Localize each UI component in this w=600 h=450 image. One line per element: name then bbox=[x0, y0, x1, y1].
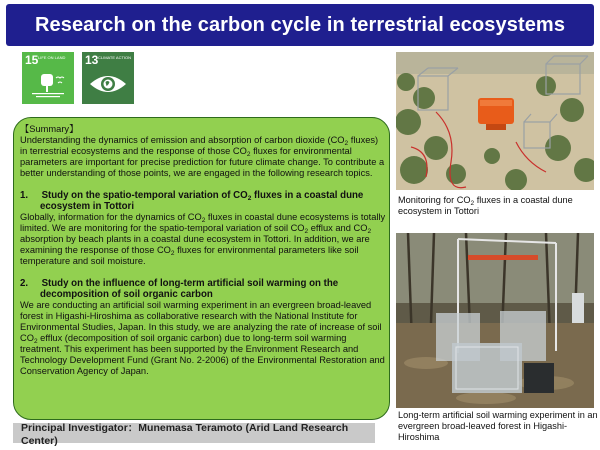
sdg-15-number: 15 bbox=[25, 53, 39, 67]
principal-investigator-text: Principal Investigator：Munemasa Teramoto (Arid Land Research Center) bbox=[21, 421, 349, 447]
eye-globe-icon bbox=[82, 52, 134, 104]
sdg-13-number: 13 bbox=[85, 53, 99, 67]
page-title: Research on the carbon cycle in terrestrial ecosystems bbox=[34, 13, 566, 36]
dune-photo-caption: Monitoring for $CO_2$ fluxes in a coastal dune ecosystem in Tottori bbox=[398, 195, 573, 216]
section-2-title: 2. Study on the influence of long-term artificial soil warming on the decomposition of soil organic carbon bbox=[20, 278, 339, 300]
section-1-body: Globally, information for the dynamics of $CO_2$ fluxes in coastal dune ecosystems is totally limited. We are monitoring for the spatio-temporal variation of soil $CO_2$ efflux and $CO_2$ absorption by beach plants in a coastal dune ecosystem in Tottori. In addition, we are examining the response of those $CO_2$ fluxes for environmental parameters like soil temperature and soil moisture. bbox=[20, 212, 386, 266]
sdg-15-badge bbox=[22, 52, 74, 104]
summary-heading: 【Summary】 bbox=[20, 124, 79, 134]
sdg-13-caption: CLIMATE ACTION bbox=[98, 55, 132, 60]
principal-investigator-bar bbox=[13, 421, 375, 447]
title-banner bbox=[6, 4, 594, 46]
dune-monitoring-photo bbox=[396, 52, 594, 190]
section-1-title: 1. Study on the spatio-temporal variation of $CO_2$ fluxes in a coastal dune ecosystem in Tottori bbox=[20, 190, 364, 212]
sdg-15-caption: LIFE ON LAND bbox=[38, 55, 66, 60]
soil-warming-photo bbox=[396, 233, 594, 408]
tree-birds-icon bbox=[22, 52, 74, 104]
summary-paragraph: Understanding the dynamics of emission and absorption of carbon dioxide ($CO_2$ fluxes) in terrestrial ecosystems and the response of those $CO_2$ fluxes for environmental parameters are important for precise prediction for future climate change. To contribute a better understanding of those points, we are engaged in the following research topics. bbox=[20, 135, 385, 178]
sdg-13-badge bbox=[82, 52, 134, 104]
section-2-body: We are conducting an artificial soil warming experiment in an evergreen broad-leaved forest in Higashi-Hiroshima as collaborative research with the National Institute for Environmental Studies, Japan. In this study, we are analyzing the rate of increase of soil $CO_2$ efflux (decomposition of soil organic carbon) due to long-term soil warming treatment. This experiment has been supported by the Environment Research and Technology Development Fund (Grant No. 2-2006) of the Environmental Restoration and Conservation Agency of Japan. bbox=[20, 300, 385, 376]
summary-content bbox=[20, 124, 386, 377]
soil-warming-photo-caption: Long-term artificial soil warming experiment in an evergreen broad-leaved forest in Higashi-Hiroshima bbox=[398, 410, 598, 442]
